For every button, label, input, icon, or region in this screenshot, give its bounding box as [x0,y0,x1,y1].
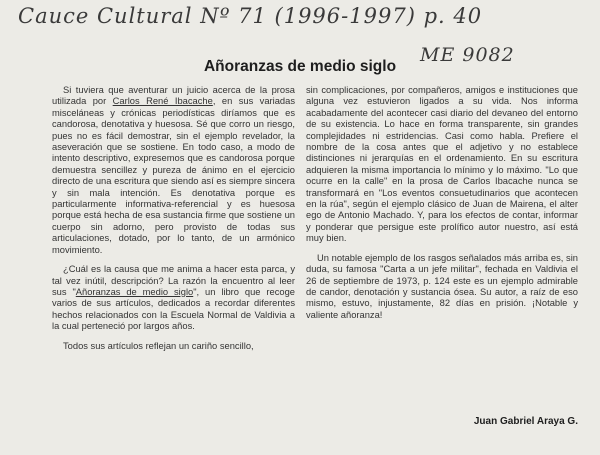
article-title: Añoranzas de medio siglo [203,58,397,75]
book-title: Añoranzas de medio siglo [75,286,194,297]
paragraph-text: Si tuviera que aventurar un juicio acerca de la prosa utilizada por [52,85,295,107]
paragraph [52,341,295,352]
handwritten-catalog-code: ME 9082 [420,44,515,66]
author-signature: Juan Gabriel Araya G. [473,416,578,427]
article-column-right [306,85,578,321]
paragraph-text: Todos sus artículos reflejan un cariño sencillo, [63,340,254,351]
paragraph-text: , en sus variadas misceláneas y crónicas periodísticas diríamos que es candorosa, denotativa y huesosa. Sé que corro un riesgo, pues no es fácil demostrar, sin el ejemplo revelador, la aseveración que se sostiene. En todo caso, a modo de intento descriptivo, expresemos que es candorosa porque demuestra sencillez y pureza de ánimo en el ejercicio directo de una escritura que siendo así es siempre sincera y sin mala intención. Es denotativa porque es particularmente informativa-referencial y es huesosa porque está hecha de esa sustancia firme que sostiene un cuerpo sin adorno, pero provisto de todas sus articulaciones, dotado, por lo tanto, de un armónico movimiento. [52,96,296,255]
author-name: Carlos René Ibacache [112,96,213,107]
paragraph-text: ¿Cuál es la causa que me anima a hacer esta parca, y tal vez inútil, descripción? La razón la encuentro al leer sus " [52,264,295,297]
paragraph: Un notable ejemplo de los rasgos señalados más arriba es, sin duda, su famosa "Carta a un jefe militar", fechada en Valdivia el 26 de septiembre de 1973, p. 124 este es un ejemplo admirable de candor, denotación y sustancia ósea. Su autor, a raíz de eso mismo, estuvo, injustamente, 82 días en prisión. ¡Notable y valiente añoranza! [306,252,578,320]
paragraph [52,85,295,256]
paragraph-text: ", un libro que recoge varios de sus artículos, dedicados a recordar diferentes hechos relacionados con la Escuela Normal de Valdivia a la cual perteneció por largos años. [52,286,295,332]
paragraph: sin complicaciones, por compañeros, amigos e instituciones que alguna vez estuvieron ligados a su vida. Nos informa acabadamente del acontecer casi diario del devaneo del entorno de su existencia. Lo hace en forma transparente, sin grandes complejidades ni estridencias. Casi como habla. Prefiere el nombre de la cosa antes que el adjetivo y no establece distinciones ni jerarquías en el ordenamiento. En su escritura adquieren la misma importancia lo mínimo y lo máximo. "Lo que ocurre en la calle" en la prosa de Carlos Ibacache nunca se transformará en "Los eventos consuetudinarios que acontecen en la rúa", según el ejemplo clásico de Juan de Mairena, el alter ego de Antonio Machado. Y, para los efectos de contar, informar y ponderar que persigue este prolífico autor nuestro, así está muy bien. [306,85,578,244]
article-column-left [52,85,295,352]
handwritten-citation: Cauce Cultural Nº 71 (1996-1997) p. 40 [18,4,483,28]
paragraph [52,264,295,332]
